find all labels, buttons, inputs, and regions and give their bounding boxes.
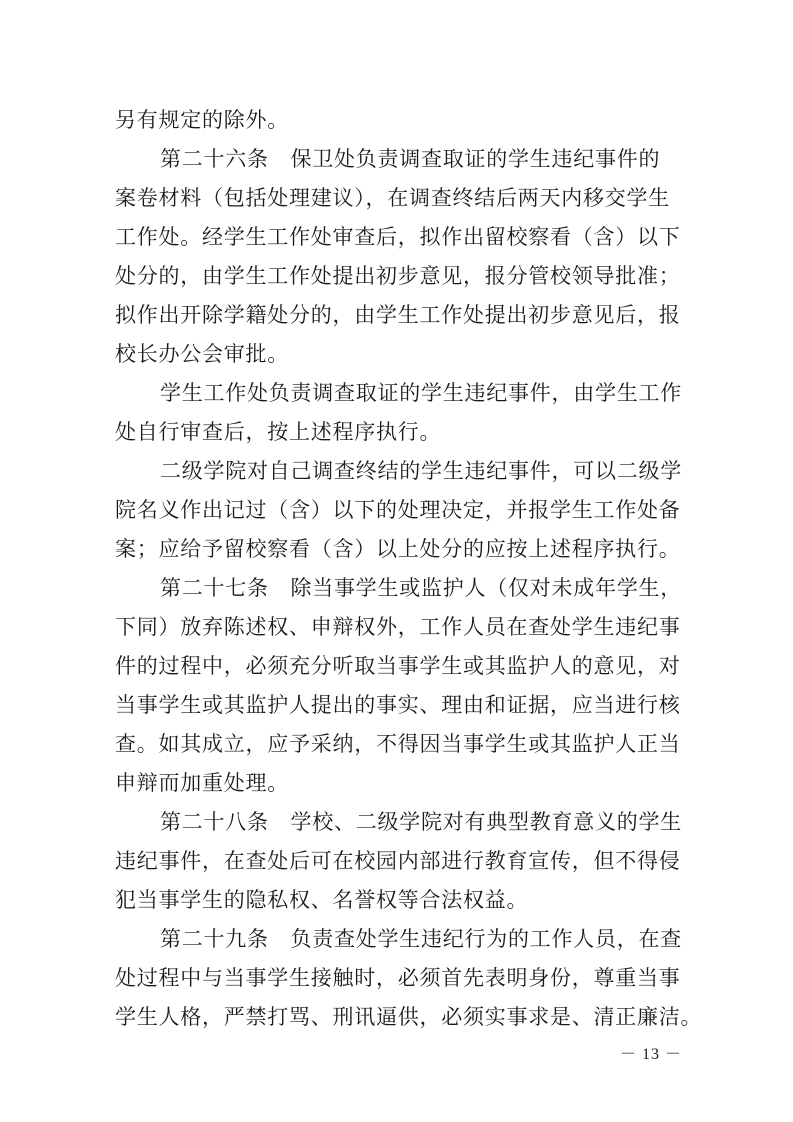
article-28-heading-line: 第二十八条 学校、二级学院对有典型教育意义的学生: [160, 810, 682, 834]
paragraph-start-line: 二级学院对自己调查终结的学生违纪事件，可以二级学: [160, 459, 682, 483]
text-line: 工作处。经学生工作处审查后，拟作出留校察看（含）以下: [115, 225, 681, 249]
text-line: 院名义作出记过（含）以下的处理决定，并报学生工作处备: [115, 498, 681, 522]
text-line: 案卷材料（包括处理建议），在调查终结后两天内移交学生: [115, 186, 670, 210]
text-line: 查。如其成立，应予采纳，不得因当事学生或其监护人正当: [115, 732, 681, 756]
article-26-heading-line: 第二十六条 保卫处负责调查取证的学生违纪事件的: [160, 147, 661, 171]
text-line: 处分的，由学生工作处提出初步意见，报分管校领导批准；: [115, 264, 681, 288]
text-line: 违纪事件，在查处后可在校园内部进行教育宣传，但不得侵: [115, 849, 681, 873]
paragraph-start-line: 学生工作处负责调查取证的学生违纪事件，由学生工作: [160, 381, 682, 405]
text-line: 犯当事学生的隐私权、名誉权等合法权益。: [115, 888, 529, 912]
text-line: 当事学生或其监护人提出的事实、理由和证据，应当进行核: [115, 693, 681, 717]
text-line: 学生人格，严禁打骂、刑讯逼供，必须实事求是、清正廉洁。: [115, 1005, 703, 1029]
text-line: 申辩而加重处理。: [115, 771, 289, 795]
text-line: 案；应给予留校察看（含）以上处分的应按上述程序执行。: [115, 537, 681, 561]
text-line: 拟作出开除学籍处分的，由学生工作处提出初步意见后，报: [115, 303, 681, 327]
text-line: 下同）放弃陈述权、申辩权外，工作人员在查处学生违纪事: [115, 615, 681, 639]
text-line: 件的过程中，必须充分听取当事学生或其监护人的意见，对: [115, 654, 681, 678]
text-line: 处过程中与当事学生接触时，必须首先表明身份，尊重当事: [115, 966, 681, 990]
text-line: 校长办公会审批。: [115, 342, 289, 366]
article-29-heading-line: 第二十九条 负责查处学生违纪行为的工作人员，在查: [160, 927, 682, 951]
article-27-heading-line: 第二十七条 除当事学生或监护人（仅对未成年学生，: [160, 576, 682, 600]
text-line: 另有规定的除外。: [115, 108, 289, 132]
text-line: 处自行审查后，按上述程序执行。: [115, 420, 442, 444]
page-number: － 13 －: [620, 1046, 683, 1063]
